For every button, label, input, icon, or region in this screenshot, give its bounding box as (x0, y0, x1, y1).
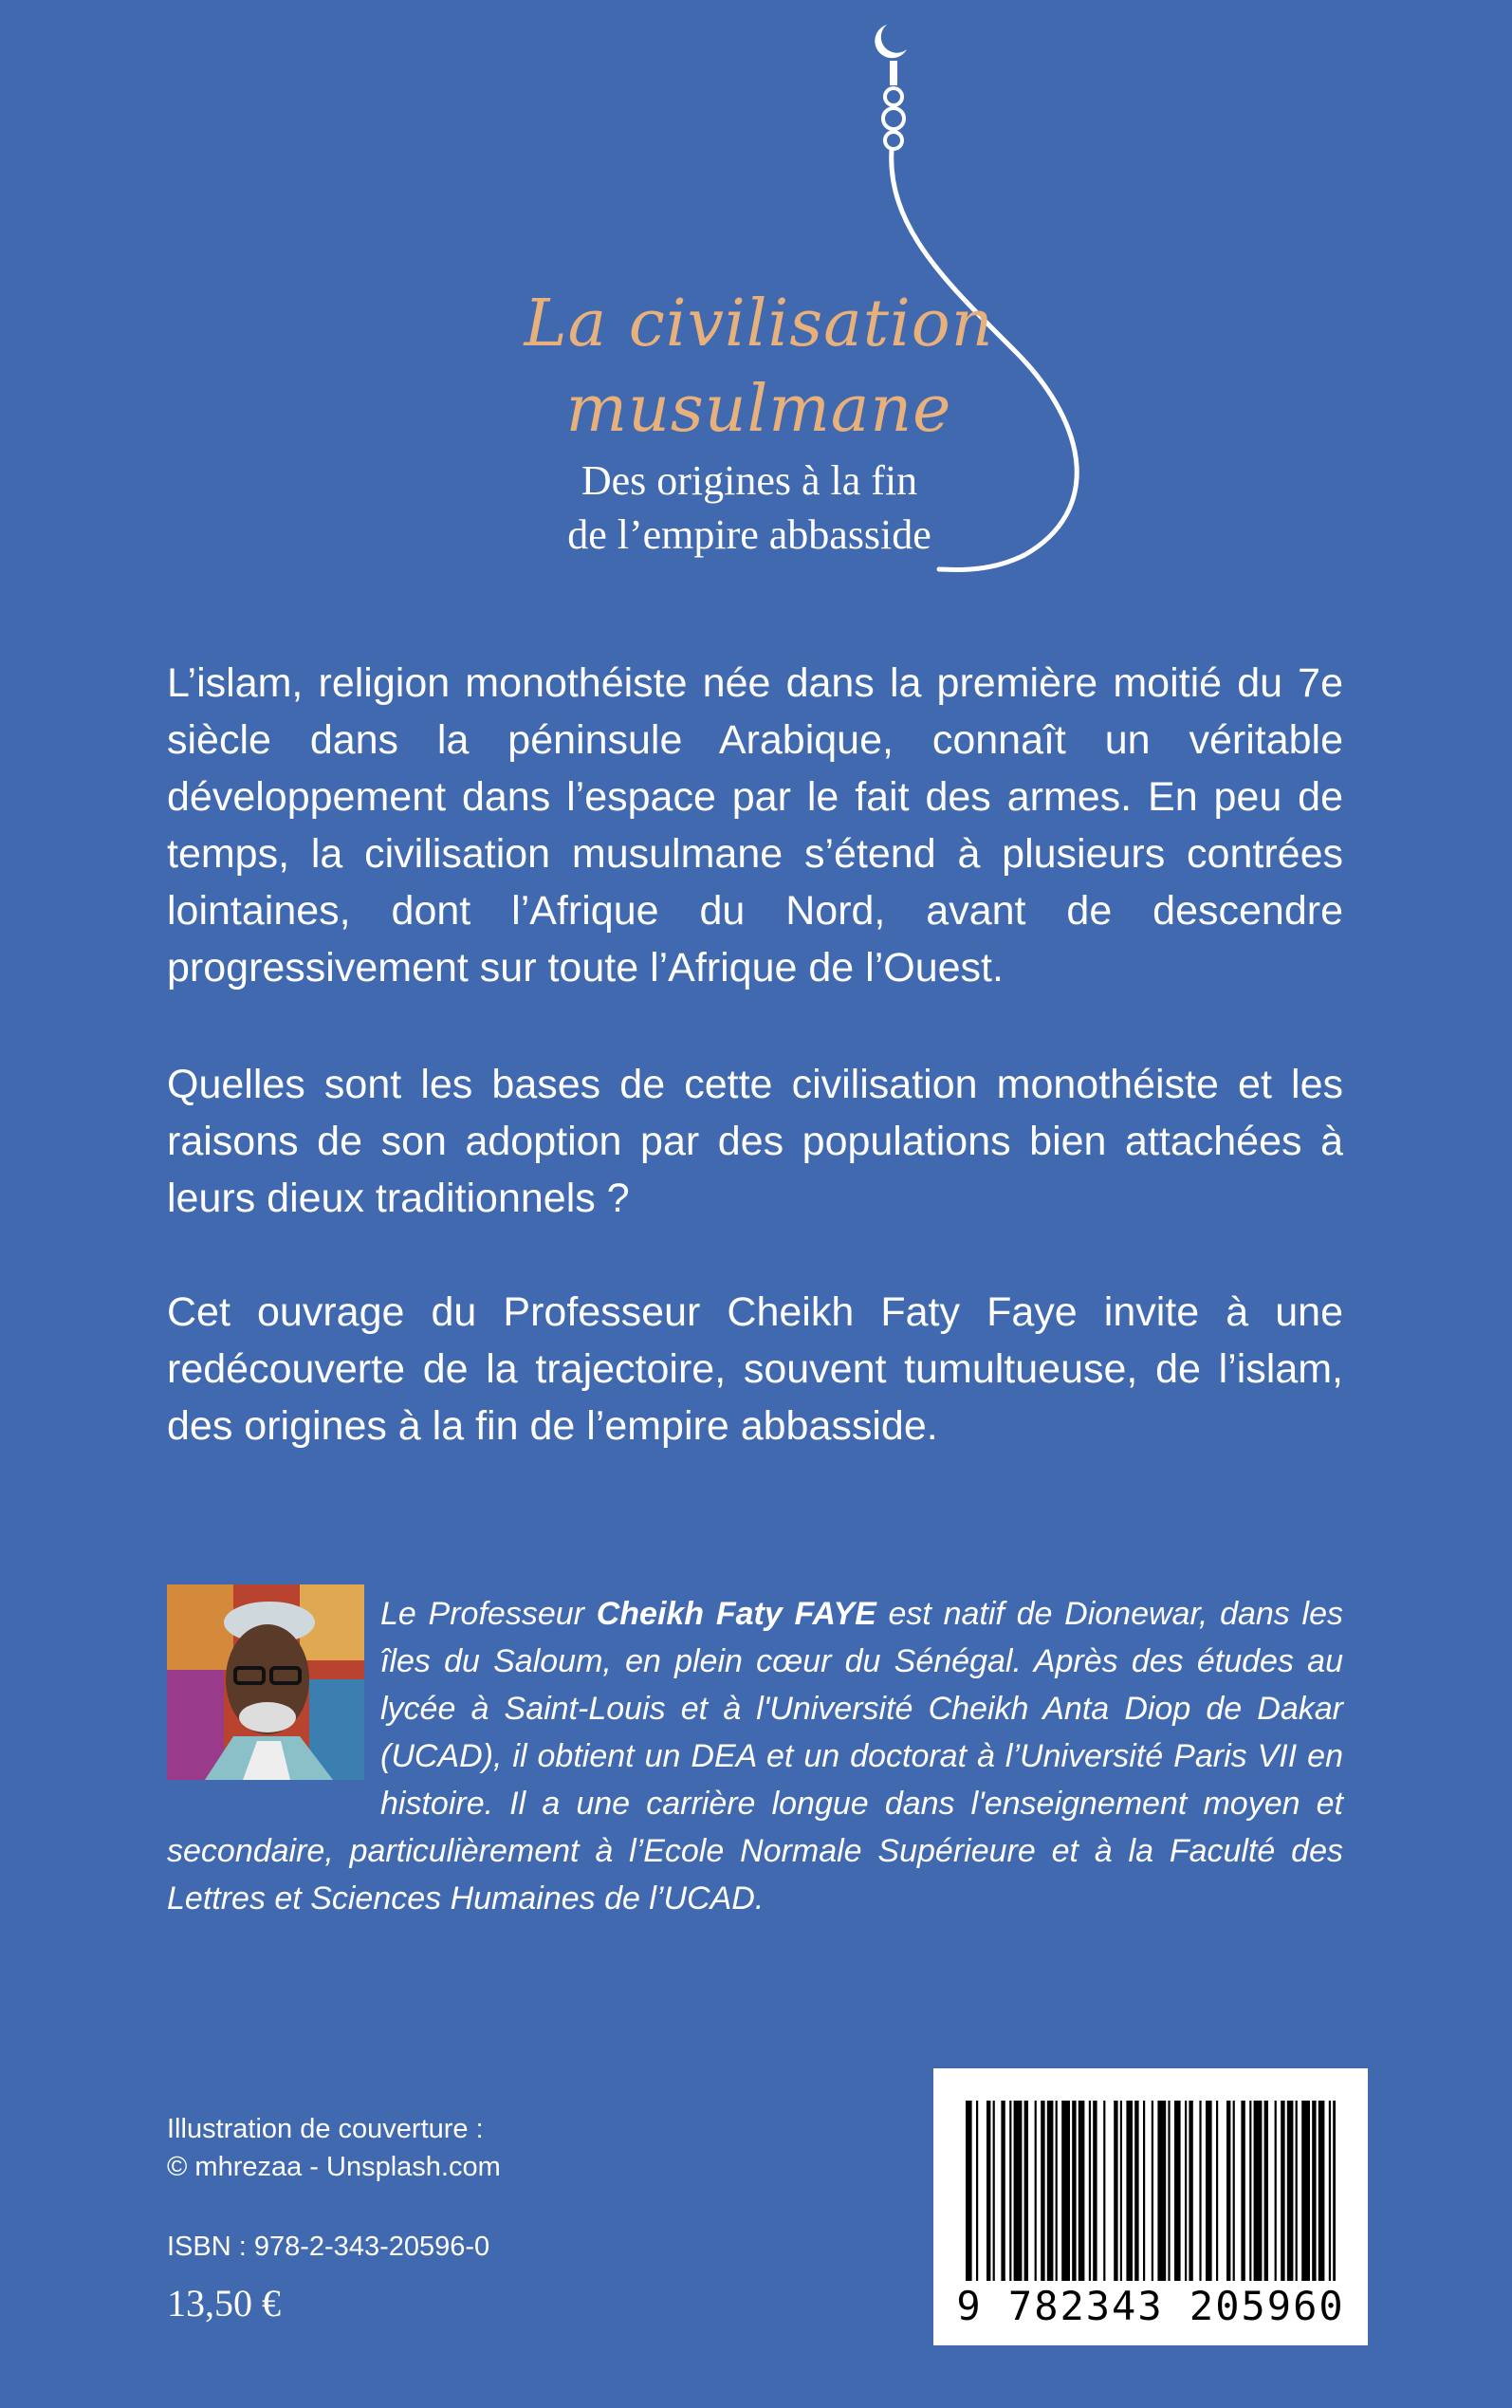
barcode-bar (1093, 2101, 1097, 2281)
barcode-bar (1199, 2101, 1201, 2281)
barcode-bar (1134, 2101, 1138, 2281)
barcode-bar (1333, 2101, 1336, 2281)
barcode-bar (1126, 2101, 1133, 2281)
barcode-bar (1168, 2101, 1170, 2281)
barcode-bar (966, 2101, 972, 2281)
price: 13,50 € (167, 2282, 281, 2325)
barcode-bar (1216, 2101, 1218, 2281)
barcode-bar (1174, 2101, 1181, 2281)
barcode-bar (1264, 2101, 1268, 2281)
barcode-bar (1301, 2101, 1310, 2281)
book-title-line1: La civilisation (524, 287, 994, 361)
barcode-bar (1189, 2101, 1192, 2281)
bio-text: est natif de Dionewar, dans les îles du Saloum, en plein cœur du Sénégal. Après des études au lycée à Saint-Louis et à l'Université Cheikh Anta Diop de Dakar (UCAD), il obtient un DEA et un doctorat à l’Université Paris VII en histoire. Il a une carrière longue dans l'enseignement moyen et secondaire, particulièrement à l’Ecole Normale Supérieure et à la Faculté des Lettres et Sciences Humaines de l’UCAD. (167, 1596, 1344, 1917)
blurb-paragraph-3: Cet ouvrage du Professeur Cheikh Faty Faye invite à une redécouverte de la trajectoire, souvent tumultueuse, de l’islam, des origines à la fin de l’empire abbasside. (167, 1289, 1343, 1449)
author-name: Cheikh Faty FAYE (596, 1596, 876, 1632)
author-bio (167, 1590, 1343, 1922)
barcode-number: 9 782343 205960 (956, 2283, 1345, 2329)
barcode-bar (1001, 2101, 1005, 2281)
barcode-bar (1089, 2101, 1091, 2281)
barcode-bar (1287, 2101, 1294, 2281)
barcode-bar (1249, 2101, 1251, 2281)
barcode-bar (1014, 2101, 1023, 2281)
barcode-bar (1072, 2101, 1076, 2281)
bio-prefix: Le Professeur (380, 1596, 597, 1632)
isbn: ISBN : 978-2-343-20596-0 (167, 2232, 490, 2262)
book-subtitle-line1: Des origines à la fin (581, 457, 918, 504)
barcode-bar (1143, 2101, 1145, 2281)
barcode-bar (1047, 2101, 1054, 2281)
barcode-bar (976, 2101, 978, 2281)
barcode-bar (1296, 2101, 1298, 2281)
barcode-bar (1206, 2101, 1212, 2281)
barcode-bar (1041, 2101, 1044, 2281)
barcode-bar (1329, 2101, 1331, 2281)
book-subtitle-line2: de l’empire abbasside (567, 511, 931, 558)
blurb-paragraph-1: L’islam, religion monothéiste née dans la première moitié du 7e siècle dans la péninsule Arabique, connaît un véritable développement dans l’espace par le fait des armes. En peu de temps, la civilisation musulmane s’étend à plusieurs contrées lointaines, dont l’Afrique du Nord, avant de descendre progressivement sur toute l’Afrique de l’Ouest. (167, 660, 1343, 991)
blurb-paragraph-2: Quelles sont les bases de cette civilisation monothéiste et les raisons de son adoption par des populations bien attachées à leurs dieux traditionnels ? (167, 1062, 1343, 1221)
barcode-bar (1275, 2101, 1277, 2281)
barcode (933, 2068, 1368, 2345)
barcode-bar (1157, 2101, 1166, 2281)
barcode-bar (1061, 2101, 1070, 2281)
barcode-bar (1103, 2101, 1105, 2281)
barcode-bar (1079, 2101, 1085, 2281)
barcode-bar (1281, 2101, 1284, 2281)
barcode-bar (1254, 2101, 1263, 2281)
barcode-bar (1226, 2101, 1230, 2281)
barcode-bar (1035, 2101, 1037, 2281)
barcode-bar (1233, 2101, 1235, 2281)
barcode-bar (1152, 2101, 1153, 2281)
barcode-bar (1318, 2101, 1325, 2281)
book-title-line2: musulmane (565, 372, 952, 447)
barcode-bar (1120, 2101, 1122, 2281)
illustration-credit-label: Illustration de couverture : (167, 2114, 484, 2144)
barcode-bar (1024, 2101, 1028, 2281)
barcode-bar (993, 2101, 995, 2281)
barcode-bar (1185, 2101, 1187, 2281)
barcode-bar (1056, 2101, 1058, 2281)
barcode-bar (1114, 2101, 1117, 2281)
barcode-bars (966, 2101, 1336, 2281)
barcode-bar (1312, 2101, 1316, 2281)
barcode-bar (1009, 2101, 1011, 2281)
barcode-bar (986, 2101, 990, 2281)
illustration-credit-source: © mhrezaa - Unsplash.com (167, 2152, 501, 2182)
barcode-bar (1241, 2101, 1245, 2281)
